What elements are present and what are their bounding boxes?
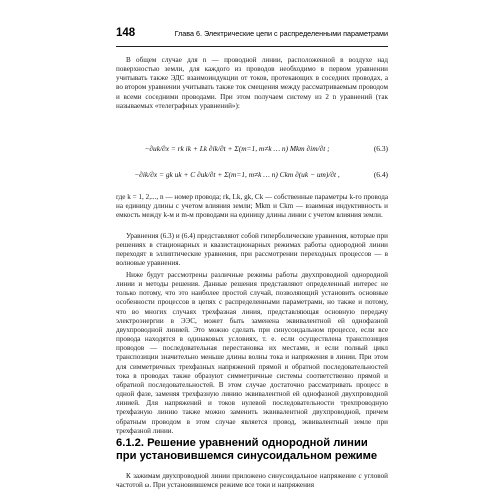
equation-6-3-body: −∂uk/∂x = rk ik + Lk ∂ik/∂t + Σ(m=1, m≠k … n) Mkm ∂im/∂t ; <box>144 144 330 153</box>
page-number: 148 <box>116 27 136 39</box>
paragraph-definitions: где k = 1, 2,..., n — номер провода; rk, Lk, gk, Ck — собственные параметры k-го провода на единицу длины с учетом влияния земли; Mkm и Ckm — взаимная индуктивность и емкость между k-м и m-м проводами на единицу длины линии с учетом влияния земли. <box>116 193 388 220</box>
equation-6-3-number: (6.3) <box>373 144 388 153</box>
section-heading: 6.1.2. Решение уравнений однородной линии при установившемся синусоидальном режиме <box>116 437 378 463</box>
equation-6-4-body: −∂ik/∂x = gk uk + C ∂uk/∂t + Σ(m=1, m≠k … n) Ckm ∂(uk − um)/∂t , <box>134 170 340 179</box>
equation-6-3 <box>116 140 388 160</box>
paragraph-modes: Ниже будут рассмотрены различные режимы работы двухпроводной однородной линии и методы решения. Данные решения представляют определенный интерес не только потому, что это наиболее простой случай, позволяющий установить основные особенности процессов в цепях с распределенными параметрами, но также и потому, что во многих случаях трехфазная линия, представляющая основную передачу электроэнергии в ЭЭС, может быть заменена эквивалентной ей однофазной двухпроводной линией. Это можно сделать при синусоидальном процессе, если все провода находятся в одинаковых условиях, т. е. если осуществлена транспозиция проводов — последовательная перестановка их местами, и если полный цикл транспозиции значительно меньше длины волны тока и напряжения в линии. При этом для симметричных трехфазных напряжений прямой и обратной последовательностей тока в проводах также образуют симметричные системы соответственно прямой и обратной последовательностей. В этом случае достаточно рассматривать процесс в одной фазе, заменяя трехфазную линию эквивалентной ей однофазной двухпроводной линией. Для напряжений и токов нулевой последовательности трехпроводную трехфазную линию также можно заменить эквивалентной двухпроводной, причем обратным проводом в этом случае является провод, эквивалентный земле при трехфазной линии. <box>116 271 388 435</box>
equation-6-4-number: (6.4) <box>373 170 388 179</box>
chapter-title: Глава 6. Электрические цепи с распределенными параметрами <box>174 29 388 38</box>
paragraph-hyperbolic: Уравнения (6.3) и (6.4) представляют собой гиперболические уравнения, которые при решениях в стационарных и квазистационарных режимах работы однородной линии переходят в эллиптические уравнения, при рассмотрении переходных процессов — в волновые уравнения. <box>116 232 388 268</box>
paragraph-section-start: К зажимам двухпроводной линии приложено синусоидальное напряжение с угловой частотой ω. При установившемся режиме все токи и напряжения <box>116 472 388 490</box>
paragraph-intro: В общем случае для n — проводной линии, расположенной в воздухе над поверхностью земли, для каждого из проводов необходимо в первом уравнении учитывать также ЭДС взаимоиндукции от токов, протекающих в соседних проводах, а во втором уравнении учитывать также ток смещения между рассматриваемым проводом и всеми соседними проводами. При этом получаем систему из 2 n уравнений (так называемых «телеграфных уравнений»): <box>116 56 388 110</box>
equation-6-4 <box>116 166 388 186</box>
page-header <box>116 26 388 47</box>
